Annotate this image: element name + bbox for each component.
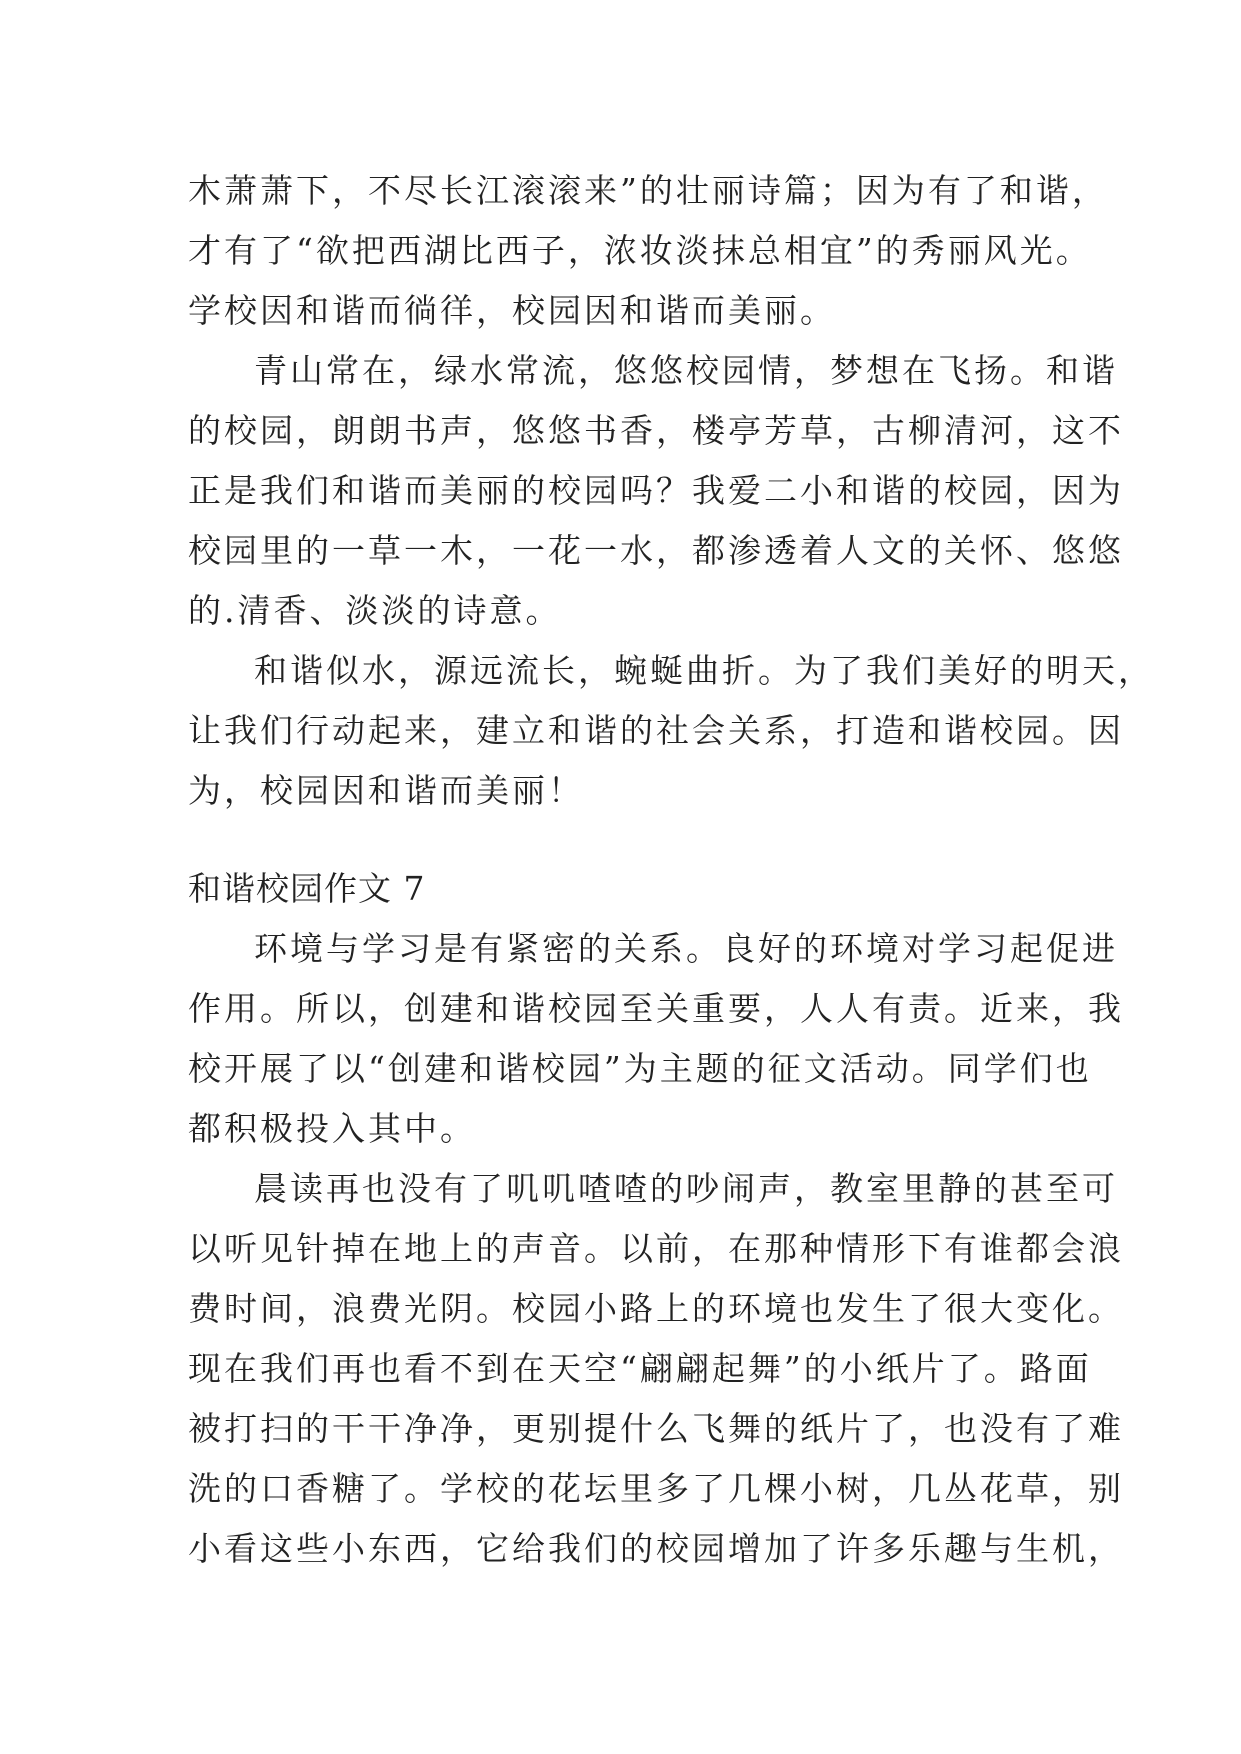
text-line: 晨读再也没有了叽叽喳喳的吵闹声，教室里静的甚至可 [254, 1169, 1118, 1208]
text-line: 小看这些小东西，它给我们的校园增加了许多乐趣与生机， [188, 1529, 1124, 1568]
essay-heading: 和谐校园作文 7 [188, 869, 426, 908]
text-line: 都积极投入其中。 [188, 1109, 476, 1148]
paragraph-morning-reading [188, 1159, 1124, 1579]
text-line: 才有了“欲把西湖比西子，浓妆淡抹总相宜”的秀丽风光。 [188, 231, 1092, 270]
text-line: 现在我们再也看不到在天空“翩翩起舞”的小纸片了。路面 [188, 1349, 1092, 1388]
text-line: 费时间，浪费光阴。校园小路上的环境也发生了很大变化。 [188, 1289, 1124, 1328]
text-line: 被打扫的干干净净，更别提什么飞舞的纸片了，也没有了难 [188, 1409, 1124, 1448]
text-line: 学校因和谐而徜徉，校园因和谐而美丽。 [188, 291, 836, 330]
section-spacer [188, 821, 1068, 859]
paragraph-environment [188, 919, 1124, 1159]
text-line: 让我们行动起来，建立和谐的社会关系，打造和谐校园。因 [188, 711, 1124, 750]
text-line: 以听见针掉在地上的声音。以前，在那种情形下有谁都会浪 [188, 1229, 1124, 1268]
paragraph-harmony-like-water [188, 641, 1154, 821]
text-line: 木萧萧下，不尽长江滚滚来”的壮丽诗篇；因为有了和谐， [188, 171, 1108, 210]
text-line: 和谐似水，源远流长，蜿蜒曲折。为了我们美好的明天， [254, 651, 1154, 690]
text-line: 的.清香、淡淡的诗意。 [188, 591, 562, 630]
document-body [188, 161, 1154, 1579]
text-line: 为，校园因和谐而美丽！ [188, 771, 584, 810]
text-line: 作用。所以，创建和谐校园至关重要，人人有责。近来，我 [188, 989, 1124, 1028]
text-line: 的校园，朗朗书声，悠悠书香，楼亭芳草，古柳清河，这不 [188, 411, 1124, 450]
text-line: 校园里的一草一木，一花一水，都渗透着人文的关怀、悠悠 [188, 531, 1124, 570]
text-line: 青山常在，绿水常流，悠悠校园情，梦想在飞扬。和谐 [254, 351, 1118, 390]
text-line: 正是我们和谐而美丽的校园吗？我爱二小和谐的校园，因为 [188, 471, 1124, 510]
text-line: 环境与学习是有紧密的关系。良好的环境对学习起促进 [254, 929, 1118, 968]
text-line: 校开展了以“创建和谐校园”为主题的征文活动。同学们也 [188, 1049, 1092, 1088]
paragraph-green-hills [188, 341, 1124, 641]
text-line: 洗的口香糖了。学校的花坛里多了几棵小树，几丛花草，别 [188, 1469, 1124, 1508]
paragraph-continuation [188, 161, 1108, 341]
